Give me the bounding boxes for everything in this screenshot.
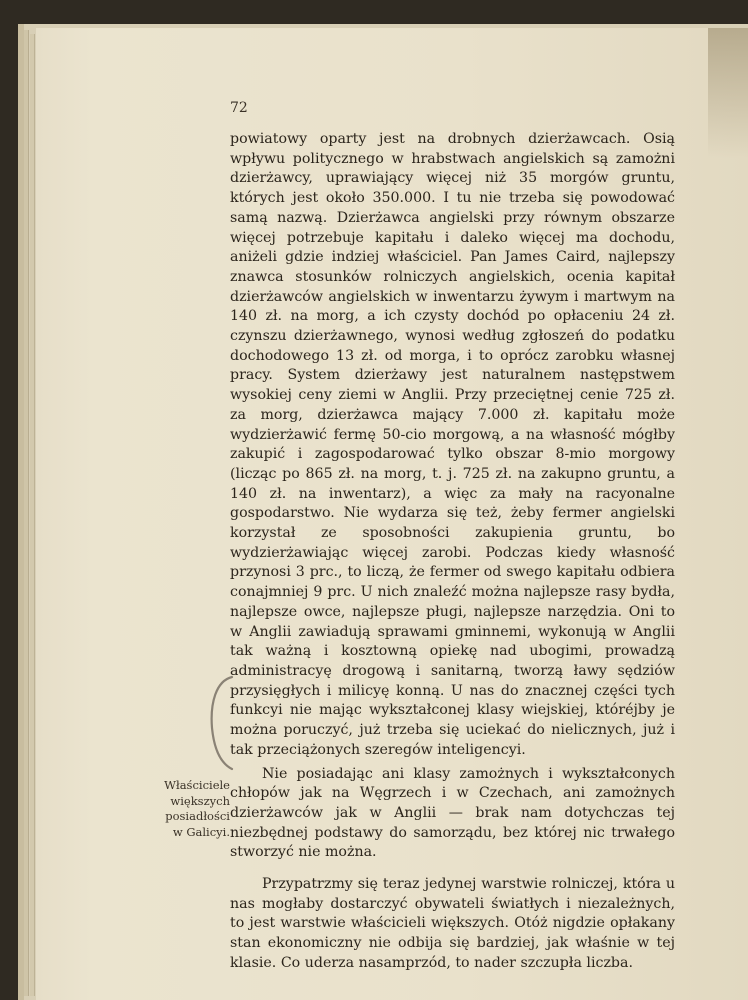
page-edge (30, 34, 35, 996)
paragraph-1: powiatowy oparty jest na drobnych dzierżawcach. Osią wpływu politycznego w hrabstwach angielskich są zamożni dzierżawcy, uprawiający więcej niż 35 morgów gruntu, których jest około 350.000. I tu nie trzeba się powodować samą nazwą. Dzierżawca angielski przy równym obszarze więcej potrzebuje kapitału i daleko więcej ma dochodu, aniżeli gdzie indziej właściciel. Pan James Caird, najlepszy znawca stosunków rolniczych angielskich, ocenia kapitał dzierżawców angielskich w inwentarzu żywym i martwym na 140 zł. na morg, a ich czysty dochód po opłaceniu 24 zł. czynszu dzierżawnego, wynosi według zgłoszeń do podatku dochodowego 13 zł. od morga, i to oprócz zarobku własnej pracy. System dzierżawy jest naturalnem następstwem wysokiej ceny ziemi w Anglii. Przy przeciętnej cenie 725 zł. za morg, dzierżawca mający 7.000 zł. kapitału może wydzierżawić fermę 50-cio morgową, a na własność mógłby zakupić i zagospodarować tylko obszar 8-mio morgowy (licząc po 865 zł. na morg, t. j. 725 zł. na zakupno gruntu, a 140 zł. na inwentarz), a więc za mały na racyonalne gospodarstwo. Nie wydarza się też, żeby fermer angielski korzystał ze sposobności zakupienia gruntu, bo wydzierżawiając więcej zarobi. Podczas kiedy własność przynosi 3 prc., to liczą, że fermer od swego kapitału odbiera conajmniej 9 prc. U nich znaleźć można najlepsze rasy bydła, najlepsze owce, najlepsze pługi, najlepsze narzędzia. Oni to w Anglii zawiadują sprawami gminnemi, wykonują w Anglii tak ważną i kosztowną opiekę nad ubogimi, prowadzą administracyę drogową i sanitarną, tworzą ławy sędziów przysięgłych i milicyę konną. U nas do znacznej części tych funkcyi nie mając wykształconej klasy wiejskiej, któréjby je można poruczyć, już trzeba się uciekać do nielicznych, już i tak przeciążonych szeregów inteligencyi. (230, 131, 675, 758)
paragraph-2: Nie posiadając ani klasy zamożnych i wykształconych chłopów jak na Węgrzech i w Czechach, ani zamożnych dzierżawców jak w Anglii — brak nam dotychczas tej niezbędnej podstawy do samorządu, bez której nic trwałego stworzyć nie można. (230, 765, 675, 861)
body-text (230, 130, 675, 974)
margin-note: Właściciele większych posiadłości w Galicyi. (164, 778, 230, 839)
pencil-bracket-mark (202, 673, 242, 773)
page-edge (24, 30, 29, 996)
paragraph-3: Przypatrzmy się teraz jedynej warstwie rolniczej, która u nas mogłaby dostarczyć obywateli światłych i niezależnych, to jest warstwie właścicieli większych. Otóż nigdzie opłakany stan ekonomiczny nie odbija się bardziej, jak właśnie w tej klasie. Co uderza nasamprzód, to nader szczupła liczba. (230, 876, 675, 971)
book-page (36, 28, 748, 1000)
page-number: 72 (230, 100, 248, 116)
page-stain (708, 28, 748, 158)
